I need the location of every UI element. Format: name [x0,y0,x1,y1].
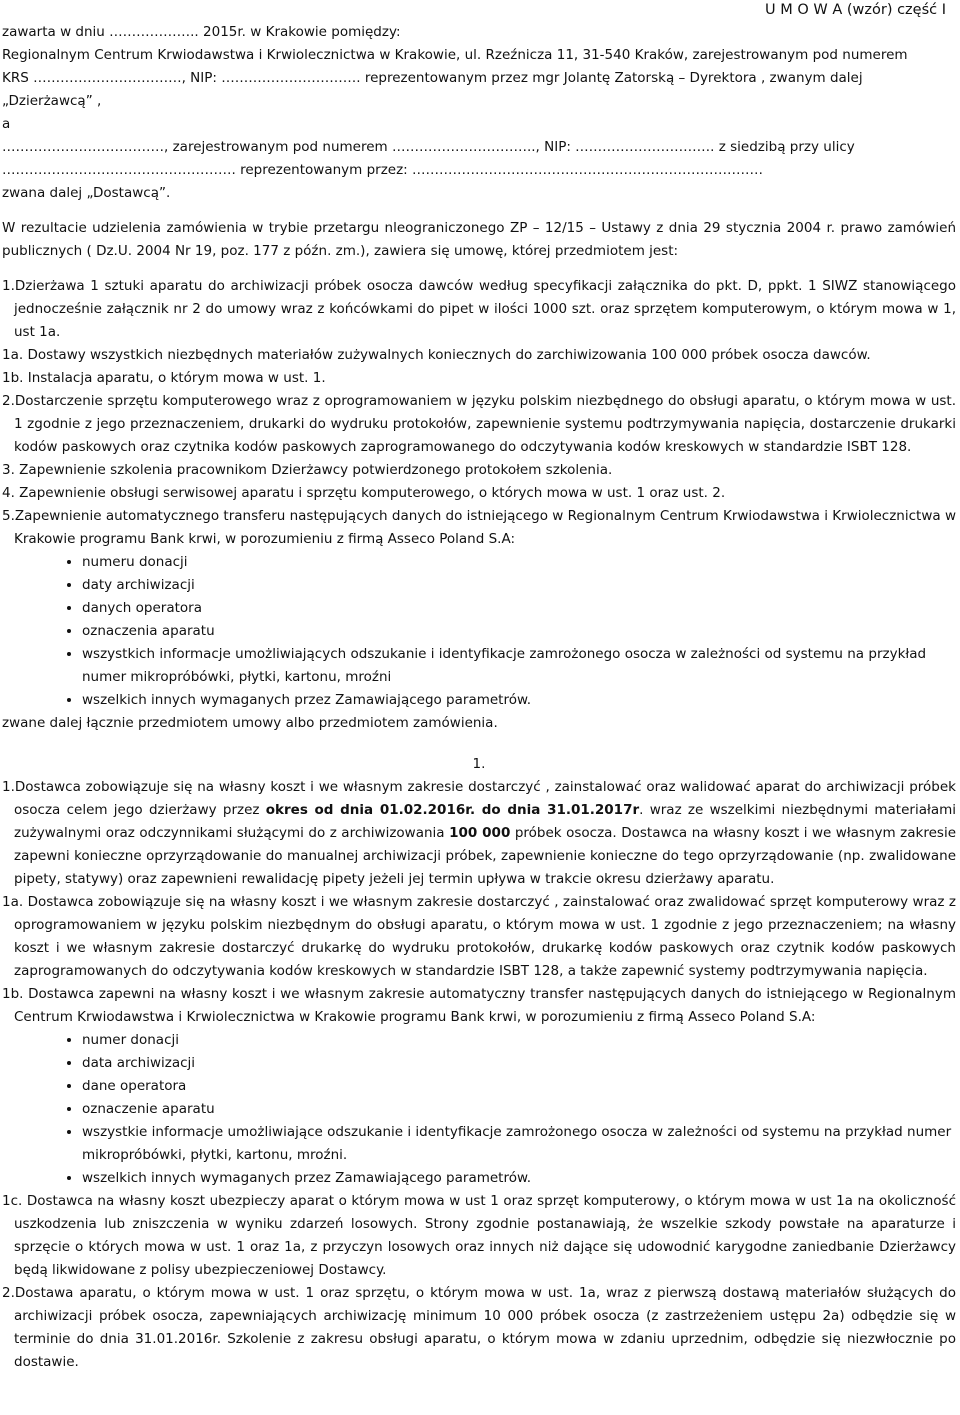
list-item: • data archiwizacji [82,1052,956,1075]
list-item: • wszystkie informacje umożliwiające odszukanie i identyfikacje zamrożonego osocza w zależności od systemu na przykład numer mikropróbówki, płytki, kartonu, mroźni. [82,1121,956,1167]
data-list-2 [2,1029,956,1190]
section-heading: 1. [472,756,486,772]
list-item: • daty archiwizacji [82,574,956,597]
section-1-paragraph-1c: 1c. Dostawca na własny koszt ubezpieczy aparat o którym mowa w ust 1 oraz sprzęt komputerowy, o którym mowa w ust 1a na okoliczność uszkodzenia lub zniszczenia w wyniku zdarzeń losowych. Strony zgodnie postanawiają, że wszelkie szkody powstałe na aparaturze i sprzęcie o których mowa w ust. 1 oraz 1a, z przyczyn losowych oraz innych niż dające się udowodnić karygodne zaniedbanie Dzierżawcy będą likwidowane z polisy ubezpieczeniowej Dostawcy. [2,1193,956,1278]
list-item: • wszelkich innych wymaganych przez Zamawiającego parametrów. [82,689,956,712]
header-line-4: „Dzierżawcą” , [2,93,102,109]
list-item: • wszelkich innych wymaganych przez Zamawiającego parametrów. [82,1167,956,1190]
header-line-2: Regionalnym Centrum Krwiodawstwa i Krwiolecznictwa w Krakowie, ul. Rzeźnicza 11, 31-540 Kraków, zarejestrowanym pod numerem [2,47,908,63]
p1-text-c: próbek osocza. Dostawca na własny koszt i we własnym zakresie zapewni konieczne oprzyrządowanie do manualnej archiwizacji próbek, zapewnienie konieczne do tego oprzyrządowanie (np. zwalidowane pipety, statywy) oraz zapewnieni rewalidację pipety jeżeli jej termin upływa w trakcie okresu dzierżawy aparatu. [14,825,956,887]
item-3: 3. Zapewnienie szkolenia pracownikom Dzierżawcy potwierdzonego protokołem szkolenia. [2,462,613,478]
item-5: 5.Zapewnienie automatycznego transferu następujących danych do istniejącego w Regionalnym Centrum Krwiodawstwa i Krwiolecznictwa w Krakowie programu Bank krwi, w porozumieniu z firmą Asseco Poland S.A: [2,508,956,547]
item-2: 2.Dostarczenie sprzętu komputerowego wraz z oprogramowaniem w języku polskim niezbędnego do obsługi aparatu, o którym mowa w ust. 1 zgodnie z jego przeznaczeniem, drukarki do wydruku protokołów, zapewnienie systemu podtrzymywania napięcia, dostarczenie drukarki kodów paskowych oraz czytnika kodów paskowych zaprogramowanego do odczytywania kodów kreskowych w standardzie ISBT 128. [2,393,956,455]
list-item: • oznaczenie aparatu [82,1098,956,1121]
item-1: 1.Dzierżawa 1 sztuki aparatu do archiwizacji próbek osocza dawców według specyfikacji załącznika do pkt. D, ppkt. 1 SIWZ stanowiącego jednocześnie załącznik nr 2 do umowy wraz z końcówkami do pipet w ilości 1000 szt. oraz sprzętem komputerowym, o którym mowa w 1, ust 1a. [2,278,956,340]
closing-line: zwane dalej łącznie przedmiotem umowy albo przedmiotem zamówienia. [2,715,498,731]
section-1-paragraph-2: 2.Dostawa aparatu, o którym mowa w ust. 1 oraz sprzętu, o którym mowa w ust. 1a, wraz z pierwszą dostawą materiałów służących do archiwizacji próbek osocza, zapewniających archiwizację minimum 10 000 próbek osocza (z zastrzeżeniem ustępu 2a) odbędzie się w terminie do dnia 31.01.2016r. Szkolenie z zakresu obsługi aparatu, o którym mowa w zdaniu uprzednim, odbędzie się niezwłocznie po dostawie. [2,1285,956,1370]
data-list-1 [2,551,956,712]
header-line-6: ………………………………, zarejestrowanym pod numerem ………………………….., NIP: …………………………. z siedzibą przy ulicy [2,139,855,155]
intro-paragraph: W rezultacie udzielenia zamówienia w trybie przetargu nleograniczonego ZP – 12/15 – Ustawy z dnia 29 stycznia 2004 r. prawo zamówień publicznych ( Dz.U. 2004 Nr 19, poz. 177 z późn. zm.), zawiera się umowę, której przedmiotem jest: [2,220,956,259]
p1-text-b: . wraz ze wszelkimi niezbędnymi materiałami zużywalnymi oraz odczynnikami służącymi do z archiwizowania [14,802,956,841]
header-line-8: zwana dalej „Dostawcą”. [2,185,171,201]
header-line-1: zawarta w dniu ……………….. 2015r. w Krakowie pomiędzy: [2,24,401,40]
item-4: 4. Zapewnienie obsługi serwisowej aparatu i sprzętu komputerowego, o których mowa w ust. 1 oraz ust. 2. [2,485,726,501]
header-line-3: KRS ……………………………, NIP: …………………………. reprezentowanym przez mgr Jolantę Zatorską – Dyrektora , zwanym dalej [2,70,863,86]
header-line-5: a [2,116,11,132]
section-1-paragraph-1b: 1b. Dostawca zapewni na własny koszt i we własnym zakresie automatyczny transfer następujących danych do istniejącego w Regionalnym Centrum Krwiodawstwa i Krwiolecznictwa w Krakowie programu Bank krwi, w porozumieniu z firmą Asseco Poland S.A: [2,986,956,1025]
list-item: • danych operatora [82,597,956,620]
item-1a: 1a. Dostawy wszystkich niezbędnych materiałów zużywalnych koniecznych do zarchiwizowania 100 000 próbek osocza dawców. [2,347,871,363]
section-1-paragraph-1a: 1a. Dostawca zobowiązuje się na własny koszt i we własnym zakresie dostarczyć , zainstalować oraz zwalidować sprzęt komputerowy wraz z oprogramowaniem w języku polskim niezbędnym do obsługi aparatu, o którym mowa w ust. 1 zgodnie z jego przeznaczeniem; na własny koszt i we własnym zakresie dostarczyć drukarkę do wydruku protokołów, drukarkę kodów paskowych oraz czytnik kodów paskowych zaprogramowanych do odczytywania kodów kreskowych w standardzie ISBT 128, a także zapewnić systemy podtrzymywania napięcia. [2,894,956,979]
item-1b: 1b. Instalacja aparatu, o którym mowa w ust. 1. [2,370,326,386]
header-line-7: ……………………………………………. reprezentowanym przez: …………………………………………………………………… [2,162,764,178]
p1-text-a: 1.Dostawca zobowiązuje się na własny koszt i we własnym zakresie dostarczyć , zainstalować oraz walidować aparat do archiwizacji próbek osocza celem jego dzierżawy przez [2,779,956,818]
list-item: • oznaczenia aparatu [82,620,956,643]
list-item: • numer donacji [82,1029,956,1052]
p1-count-bold: 100 000 [449,825,511,841]
section-1-paragraph-1 [2,776,956,891]
list-item: • dane operatora [82,1075,956,1098]
list-item: • wszystkich informacje umożliwiających odszukanie i identyfikacje zamrożonego osocza w zależności od systemu na przykład numer mikropróbówki, płytki, kartonu, mroźni [82,643,956,689]
list-item: • numeru donacji [82,551,956,574]
p1-period-bold: okres od dnia 01.02.2016r. do dnia 31.01.2017r [265,802,640,818]
document-title: U M O W A (wzór) część I [765,2,946,18]
